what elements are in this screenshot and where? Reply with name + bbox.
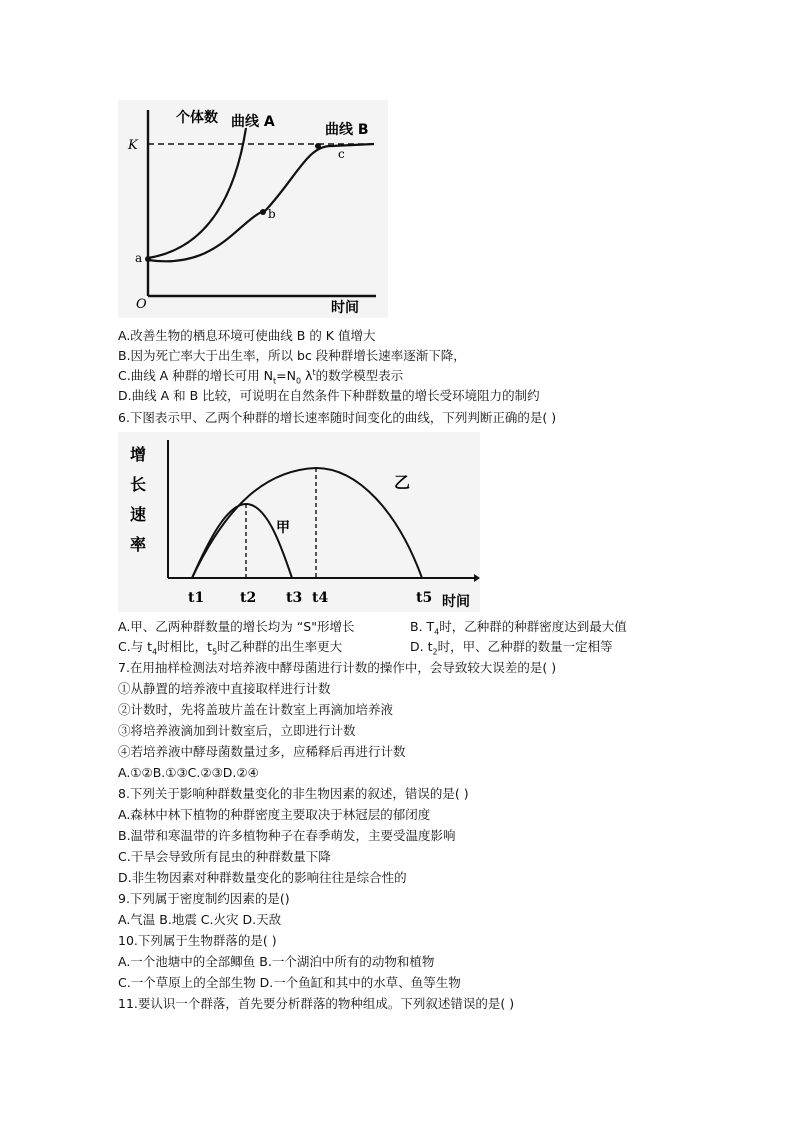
q5-option-c (118, 366, 403, 386)
q6-d-p2: 时，甲、乙种群的数量一定相等 (437, 639, 613, 654)
q5-c-sub-t: t (273, 376, 277, 386)
q6-stem: 6.下图表示甲、乙两个种群的增长速率随时间变化的曲线，下列判断正确的是( ) (118, 410, 557, 425)
q6-option-d (410, 637, 613, 657)
q7-item-2: ②计数时，先将盖玻片盖在计数室上再滴加培养液 (118, 702, 394, 717)
q6-b-suffix: 时，乙种群的种群密度达到最大值 (439, 619, 627, 634)
q6-option-b (410, 617, 627, 637)
tick-t1: t1 (188, 590, 205, 606)
q6-b-prefix: B. T (410, 619, 435, 634)
q8-stem: 8.下列关于影响种群数量变化的非生物因素的叙述，错误的是( ) (118, 786, 469, 801)
q8-option-b: B.温带和寒温带的许多植物种子在春季萌发，主要受温度影响 (118, 828, 456, 843)
q10-stem: 10.下列属于生物群落的是( ) (118, 933, 277, 948)
q11-stem: 11.要认识一个群落，首先要分析群落的物种组成。下列叙述错误的是( ) (118, 996, 515, 1011)
q6-c-s1: 4 (152, 647, 158, 657)
q10-options-row-1: A.一个池塘中的全部鲫鱼 B.一个湖泊中所有的动物和植物 (118, 954, 435, 969)
population-curves-svg (118, 100, 388, 318)
tick-t3: t3 (286, 590, 303, 606)
k-label: K (128, 138, 138, 153)
point-a-dot (145, 256, 151, 262)
q6-option-c (118, 637, 342, 657)
growth-rate-svg (118, 432, 480, 612)
q10-options-row-2: C.一个草原上的全部生物 D.一个鱼缸和其中的水草、鱼等生物 (118, 975, 461, 990)
point-c-dot (315, 143, 321, 149)
q7-stem: 7.在用抽样检测法对培养液中酵母菌进行计数的操作中，会导致较大误差的是( ) (118, 660, 557, 675)
q5-c-sup-t: t (312, 367, 316, 377)
q8-option-c: C.干旱会导致所有昆虫的种群数量下降 (118, 849, 331, 864)
curve-yi-label: 乙 (394, 473, 411, 492)
y-axis-char-3: 速 (130, 505, 147, 524)
q9-options: A.气温 B.地震 C.火灾 D.天敌 (118, 912, 282, 927)
point-a-label: a (135, 251, 143, 265)
q5-c-lambda: λ (301, 368, 313, 383)
q5-c-suffix: 的数学模型表示 (315, 368, 404, 383)
q6-c-p3: 时乙种群的出生率更大 (217, 639, 343, 654)
q6-c-p1: C.与 t (118, 639, 153, 654)
point-b-label: b (268, 207, 276, 221)
tick-t2: t2 (240, 590, 257, 606)
tick-t5: t5 (416, 590, 433, 606)
point-c-label: c (338, 147, 345, 161)
q8-option-d: D.非生物因素对种群数量变化的影响往往是综合性的 (118, 870, 407, 885)
q6-d-p1: D. t (410, 639, 433, 654)
q5-option-b: B.因为死亡率大于出生率，所以 bc 段种群增长速率逐渐下降， (118, 348, 466, 363)
curve-b-label: 曲线 B (325, 122, 369, 138)
origin-label: O (136, 297, 147, 312)
y-axis-char-2: 长 (130, 475, 147, 494)
q7-item-1: ①从静置的培养液中直接取样进行计数 (118, 681, 331, 696)
x-axis-label: 时间 (331, 300, 359, 316)
q7-item-4: ④若培养液中酵母菌数量过多，应稀释后再进行计数 (118, 744, 406, 759)
q7-options: A.①②B.①③C.②③D.②④ (118, 765, 259, 780)
curve-jia-label: 甲 (276, 520, 290, 536)
q5-option-d: D.曲线 A 和 B 比较，可说明在自然条件下种群数量的增长受环境阻力的制约 (118, 388, 540, 403)
q5-c-sub-0: 0 (296, 376, 302, 386)
q9-stem: 9.下列属于密度制约因素的是() (118, 891, 290, 906)
figure-growth-rate-curves (118, 432, 480, 612)
q5-c-prefix: C.曲线 A 种群的增长可用 N (118, 368, 274, 383)
y-axis-char-1: 增 (130, 445, 147, 464)
figure-population-curves (118, 100, 388, 318)
curve-a-label: 曲线 A (231, 114, 275, 130)
q5-option-a: A.改善生物的栖息环境可使曲线 B 的 K 值增大 (118, 328, 376, 343)
q8-option-a: A.森林中林下植物的种群密度主要取决于林冠层的郁闭度 (118, 807, 431, 822)
x-axis-label: 时间 (442, 594, 470, 610)
q6-d-s1: 2 (432, 647, 438, 657)
q6-c-p2: 时相比，t (157, 639, 213, 654)
q5-c-mid: =N (276, 368, 296, 383)
q6-b-sub: 4 (434, 627, 440, 637)
point-b-dot (260, 209, 266, 215)
tick-t4: t4 (312, 590, 329, 606)
y-axis-char-4: 率 (130, 535, 147, 554)
q6-c-s2: 5 (212, 647, 218, 657)
y-axis-label: 个体数 (176, 110, 218, 126)
q6-option-a: A.甲、乙两种群数量的增长均为 “S"形增长 (118, 619, 355, 634)
q7-item-3: ③将培养液滴加到计数室后，立即进行计数 (118, 723, 356, 738)
